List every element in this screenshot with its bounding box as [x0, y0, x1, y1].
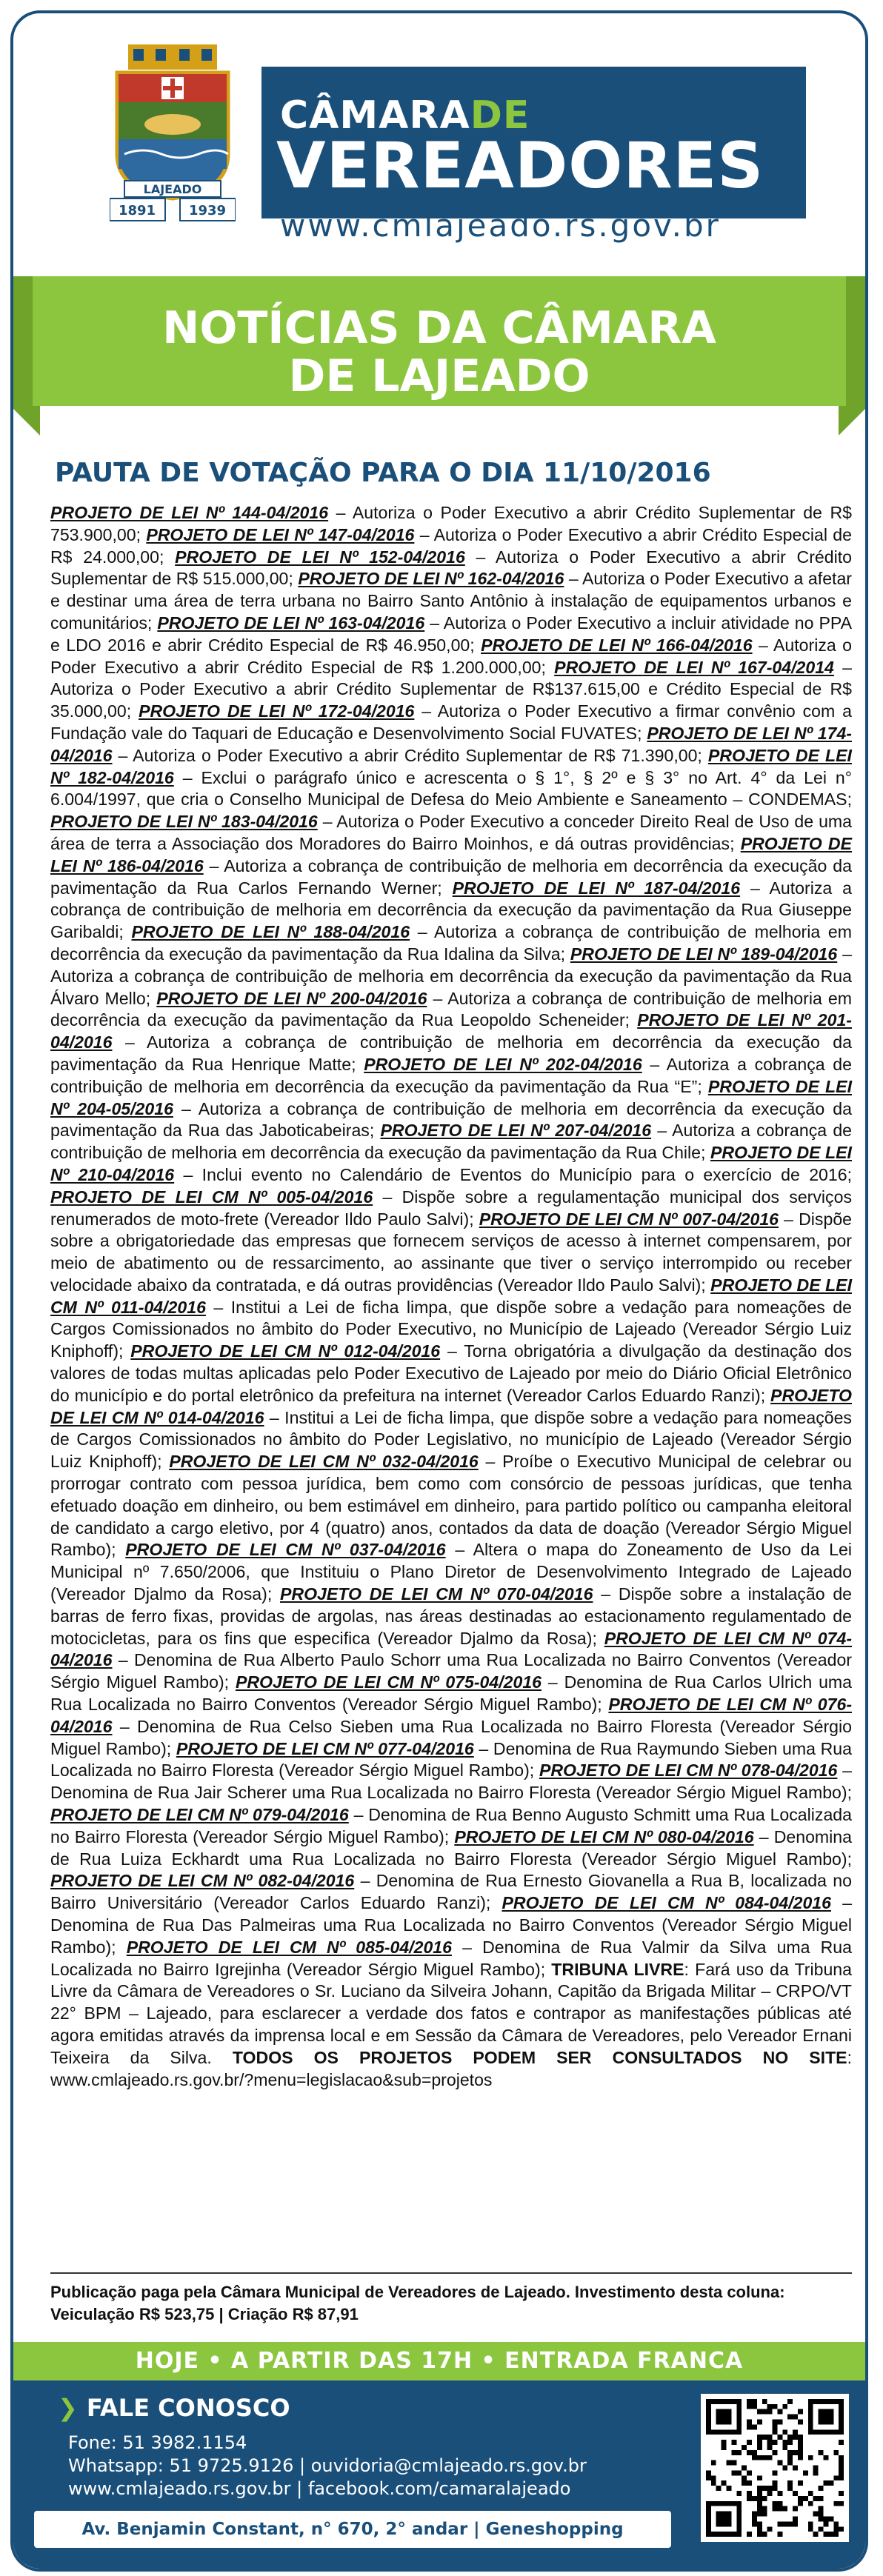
project-reference: PROJETO DE LEI Nº 200-04/2016	[156, 988, 427, 1008]
contact-whatsapp-email[interactable]: Whatsapp: 51 9725.9126 | ouvidoria@cmlajeado.rs.gov.br	[68, 2455, 587, 2476]
contact-heading-label: FALE CONOSCO	[86, 2394, 290, 2422]
divider	[50, 2272, 852, 2274]
project-reference: PROJETO DE LEI CM Nº 005-04/2016	[50, 1187, 373, 1207]
project-description: – Autoriza a cobrança de contribuição de melhoria em decorrência da execução da pavimentação da Rua das Jaboticabeiras;	[50, 1098, 852, 1141]
project-reference: PROJETO DE LEI CM Nº 012-04/2016	[130, 1341, 441, 1361]
project-reference: PROJETO DE LEI CM Nº 080-04/2016	[454, 1826, 754, 1846]
project-reference: PROJETO DE LEI Nº 183-04/2016	[50, 812, 318, 832]
project-description: – Denomina de Rua Benno Augusto Schmitt uma Rua Localizada no Bairro Floresta (Vereador Sérgio Miguel Rambo);	[50, 1805, 852, 1846]
pauta-title: PAUTA DE VOTAÇÃO PARA O DIA 11/10/2016	[55, 458, 711, 488]
project-reference: PROJETO DE LEI CM Nº 011-04/2016	[50, 1275, 852, 1317]
project-reference: PROJETO DE LEI CM Nº 082-04/2016	[50, 1871, 355, 1891]
brand-camara: CÂMARADE	[280, 93, 530, 138]
project-description: – Denomina de Rua Valmir da Silva uma Rua Localizada no Bairro Igrejinha (Vereador Sérgio Miguel Rambo);	[50, 1937, 852, 1979]
project-description: – Exclui o parágrafo único e acrescenta o § 1°, § 2º e § 3° no Art. 4° da Lei n° 6.004/1997, que cria o Conselho Municipal de Defesa do Meio Ambiente e Saneamento – CONDEMAS;	[50, 767, 852, 810]
newspaper-ad-card	[10, 10, 868, 2572]
project-reference: PROJETO DE LEI Nº 201-04/2016	[50, 1010, 852, 1052]
coat-of-arms-icon	[110, 43, 236, 228]
project-description: – Torna obrigatória a divulgação da destinação dos valores de todas multas aplicadas pelo Poder Executivo de Lajeado por meio do Diário Oficial Eletrônico do município e do portal eletrônico da prefeitura na internet (Vereador Carlos Eduardo Ranzi);	[50, 1341, 852, 1405]
project-description: – Dispõe sobre a regulamentação municipal dos serviços renumerados de moto-frete (Vereador Ildo Paulo Salvi);	[50, 1187, 852, 1229]
project-description: – Denomina de Rua Jair Scherer uma Rua Localizada no Bairro Floresta (Vereador Sérgio Miguel Rambo);	[50, 1761, 853, 1803]
project-reference: PROJETO DE LEI Nº 162-04/2016	[298, 569, 564, 589]
project-reference: PROJETO DE LEI CM Nº 074-04/2016	[50, 1628, 853, 1670]
project-description: – Autoriza o Poder Executivo a abrir Crédito Especial de R$ 1.200.000,00;	[50, 635, 852, 677]
contact-heading	[58, 2394, 290, 2422]
project-description: – Autoriza o Poder Executivo a abrir Crédito Suplementar de R$ 753.900,00;	[50, 503, 852, 544]
project-description: – Autoriza o Poder Executivo a abrir Crédito Especial de R$ 24.000,00;	[50, 524, 852, 567]
project-description: – Autoriza o Poder Executivo a firmar convênio com a Fundação vale do Taquari de Educação e Desenvolvimento Social FUVATES;	[50, 701, 852, 743]
project-reference: PROJETO DE LEI CM Nº 078-04/2016	[539, 1761, 838, 1781]
project-reference: PROJETO DE LEI CM Nº 085-04/2016	[126, 1937, 452, 1957]
project-description: – Autoriza o Poder Executivo a abrir Crédito Suplementar de R$ 515.000,00;	[50, 547, 852, 589]
project-description: – Autoriza o Poder Executivo a abrir Crédito Suplementar de R$137.615,00 e Crédito Especial de R$ 35.000,00;	[50, 657, 852, 721]
agenda-body	[50, 502, 852, 2091]
project-reference: PROJETO DE LEI CM Nº 075-04/2016	[235, 1672, 542, 1692]
project-reference: PROJETO DE LEI CM Nº 084-04/2016	[502, 1893, 831, 1913]
brand-vereadores: VEREADORES	[276, 129, 764, 203]
footer	[13, 2342, 865, 2572]
project-description: – Proíbe o Executivo Municipal de celebrar ou prorrogar contrato com pessoa jurídica, bem como com consórcio de pessoas jurídicas, que tenha efetuado doação em dinheiro, ou bem estimável em dinheiro, para partido político ou campanha eleitoral de candidato a cargo eletivo, por 4 (quatro) anos, contados da data de doação (Vereador Sérgio Miguel Rambo);	[50, 1452, 852, 1560]
header	[13, 13, 865, 244]
project-description: – Denomina de Rua Carlos Ulrich uma Rua Localizada no Bairro Conventos (Vereador Sérgio Miguel Rambo);	[50, 1672, 852, 1715]
project-reference: PROJETO DE LEI CM Nº 007-04/2016	[479, 1209, 779, 1229]
project-reference: PROJETO DE LEI Nº 166-04/2016	[481, 635, 753, 655]
project-reference: PROJETO DE LEI Nº 188-04/2016	[131, 922, 410, 942]
project-description: – Denomina de Rua Raymundo Sieben uma Rua Localizada no Bairro Floresta (Vereador Sérgio Miguel Rambo);	[50, 1738, 852, 1781]
project-reference: PROJETO DE LEI CM Nº 037-04/2016	[125, 1540, 446, 1560]
project-reference: PROJETO DE LEI Nº 189-04/2016	[570, 944, 838, 964]
project-description: – Autoriza a cobrança de contribuição de melhoria em decorrência da execução da pavimentação da Rua “E”;	[50, 1054, 852, 1096]
project-reference: PROJETO DE LEI Nº 204-05/2016	[50, 1076, 852, 1118]
banner-title-line1: NOTÍCIAS DA CÂMARA	[162, 302, 716, 354]
project-reference: PROJETO DE LEI CM Nº 079-04/2016	[50, 1805, 349, 1825]
project-description: : Fará uso da Tribuna Livre da Câmara de Vereadores o Sr. Luciano da Silveira Johann, Capitão da Brigada Militar – CRPO/VT 22° BPM – Lajeado, para esclarecer a verdade dos fatos e contrapor as manifestações públicas até agora emitidas através da imprensa local e em Sessão da Câmara de Vereadores, pelo Vereador Ernani Teixeira da Silva.	[50, 1959, 852, 2067]
project-description: – Autoriza a cobrança de contribuição de melhoria em decorrência da execução da pavimentação da Rua Henrique Matte;	[50, 1032, 852, 1074]
project-description: : www.cmlajeado.rs.gov.br/?menu=legislacao&sub=projetos	[50, 2047, 853, 2089]
brand-de: DE	[470, 93, 530, 138]
project-description: – Denomina de Rua Ernesto Giovanella a Rua B, localizada no Bairro Universitário (Vereador Carlos Eduardo Ranzi);	[50, 1871, 852, 1913]
project-reference: PROJETO DE LEI Nº 210-04/2016	[50, 1143, 852, 1184]
svg-text:LAJEADO: LAJEADO	[143, 182, 202, 196]
publication-note	[50, 2281, 852, 2326]
project-description: – Autoriza a cobrança de contribuição de melhoria em decorrência da execução da pavimentação da Rua Álvaro Mello;	[50, 944, 852, 1008]
project-reference: PROJETO DE LEI Nº 202-04/2016	[364, 1054, 642, 1074]
qr-code-icon[interactable]	[701, 2394, 849, 2542]
project-description: – Dispõe sobre a instalação de barras de ferro fixas, providas de argolas, nas áreas destinadas ao estacionamento regulamentado de motocicletas, para os fins que especifica (Vereador Djalmo da Rosa);	[50, 1584, 853, 1648]
project-description: – Dispõe sobre a obrigatoriedade das empresas que fornecem serviços de acesso à internet compensarem, por meio de abatimento ou de ressarcimento, ao assinante que tiver o serviço interrompido ou receber velocidade abaixo da contratada, e dá outras providências (Vereador Ildo Paulo Salvi);	[50, 1209, 853, 1295]
project-description: – Autoriza a cobrança de contribuição de melhoria em decorrência da execução da pavimentação da Rua Chile;	[50, 1121, 853, 1163]
project-description: – Autoriza o Poder Executivo a abrir Crédito Suplementar de R$ 71.390,00;	[112, 745, 708, 765]
bold-label: TODOS OS PROJETOS PODEM SER CONSULTADOS NO SITE	[232, 2047, 847, 2067]
website-url[interactable]: www.cmlajeado.rs.gov.br	[280, 207, 721, 244]
project-reference: PROJETO DE LEI Nº 167-04/2014	[554, 657, 834, 677]
project-description: – Institui a Lei de ficha limpa, que dispõe sobre a vedação para nomeações de Cargos Comissionados no âmbito do Poder Legislativo, no município de Lajeado (Vereador Sérgio Luiz Kniphoff);	[50, 1407, 852, 1472]
contact-phone[interactable]: Fone: 51 3982.1154	[68, 2432, 247, 2453]
project-description: – Altera o mapa do Zoneamento de Uso da Lei Municipal nº 7.650/2006, que Instituiu o Plano Diretor de Desenvolvimento Integrado de Lajeado (Vereador Djalmo da Rosa);	[50, 1540, 852, 1604]
project-reference: PROJETO DE LEI Nº 152-04/2016	[175, 547, 465, 567]
banner-title-line2: DE LAJEADO	[288, 350, 590, 402]
project-description: – Autoriza o Poder Executivo a afetar e destinar uma área de terra urbana no Bairro Santo Antônio à instalação de equipamentos urbanos e comunitários;	[50, 569, 852, 633]
project-description: – Inclui evento no Calendário de Eventos do Município para o exercício de 2016;	[174, 1164, 852, 1184]
project-description: – Autoriza a cobrança de contribuição de melhoria em decorrência da execução da pavimentação da Rua Carlos Fernando Werner;	[50, 855, 852, 898]
project-reference: PROJETO DE LEI Nº 163-04/2016	[157, 613, 425, 633]
project-reference: PROJETO DE LEI CM Nº 076-04/2016	[50, 1695, 853, 1736]
project-reference: PROJETO DE LEI Nº 207-04/2016	[380, 1121, 652, 1141]
project-description: – Autoriza o Poder Executivo a incluir atividade no PPA e LDO 2016 e abrir Crédito Especial de R$ 46.950,00;	[50, 613, 853, 655]
project-reference: PROJETO DE LEI Nº 144-04/2016	[50, 503, 329, 522]
project-reference: PROJETO DE LEI CM Nº 077-04/2016	[176, 1738, 474, 1758]
session-info-bar: HOJE • A PARTIR DAS 17H • ENTRADA FRANCA	[13, 2342, 865, 2380]
project-reference: PROJETO DE LEI CM Nº 014-04/2016	[50, 1385, 852, 1427]
project-reference: PROJETO DE LEI Nº 172-04/2016	[139, 701, 415, 721]
svg-text:1891: 1891	[118, 203, 156, 218]
project-reference: PROJETO DE LEI CM Nº 070-04/2016	[280, 1584, 593, 1604]
project-reference: PROJETO DE LEI Nº 182-04/2016	[50, 745, 852, 787]
project-reference: PROJETO DE LEI Nº 186-04/2016	[50, 833, 852, 875]
project-description: – Autoriza a cobrança de contribuição de melhoria em decorrência da execução da pavimentação da Rua Leopoldo Scheneider;	[50, 988, 852, 1030]
project-description: – Denomina de Rua Das Palmeiras uma Rua Localizada no Bairro Conventos (Vereador Sérgio Miguel Rambo);	[50, 1893, 853, 1957]
project-description: – Denomina de Rua Celso Sieben uma Rua Localizada no Bairro Floresta (Vereador Sérgio Miguel Rambo);	[50, 1716, 852, 1758]
address-bar: Av. Benjamin Constant, n° 670, 2° andar | Geneshopping	[34, 2511, 671, 2548]
project-reference: PROJETO DE LEI Nº 147-04/2016	[146, 524, 415, 544]
publication-line1: Publicação paga pela Câmara Municipal de Vereadores de Lajeado. Investimento desta coluna:	[50, 2283, 785, 2301]
project-description: – Denomina de Rua Alberto Paulo Schorr uma Rua Localizada no Bairro Conventos (Vereador Sérgio Miguel Rambo);	[50, 1650, 852, 1692]
project-description: – Autoriza o Poder Executivo a conceder Direito Real de Uso de uma área de terra a Associação dos Moradores do Bairro Moinhos, e dá outras providências;	[50, 812, 852, 853]
project-reference: PROJETO DE LEI Nº 174-04/2016	[50, 723, 852, 765]
svg-text:1939: 1939	[188, 203, 227, 218]
bold-label: TRIBUNA LIVRE	[551, 1959, 684, 1979]
publication-line2: Veiculação R$ 523,75 | Criação R$ 87,91	[50, 2305, 359, 2323]
project-description: – Autoriza a cobrança de contribuição de melhoria em decorrência da execução da pavimentação da Rua Giuseppe Garibaldi;	[50, 878, 852, 942]
project-description: – Denomina de Rua Luiza Eckhardt uma Rua Localizada no Bairro Floresta (Vereador Sérgio Miguel Rambo);	[50, 1826, 852, 1869]
chevron-right-icon: ❯	[58, 2394, 78, 2422]
project-description: – Institui a Lei de ficha limpa, que dispõe sobre a vedação para nomeações de Cargos Comissionados no âmbito do Poder Executivo, no Município de Lajeado (Vereador Sérgio Luiz Kniphoff);	[50, 1297, 852, 1361]
project-description: – Autoriza a cobrança de contribuição de melhoria em decorrência da execução da pavimentação da Rua Idalina da Silva;	[50, 922, 852, 964]
project-reference: PROJETO DE LEI CM Nº 032-04/2016	[169, 1452, 479, 1472]
contact-web-facebook[interactable]: www.cmlajeado.rs.gov.br | facebook.com/camaralajeado	[68, 2478, 571, 2499]
project-reference: PROJETO DE LEI Nº 187-04/2016	[452, 878, 741, 898]
